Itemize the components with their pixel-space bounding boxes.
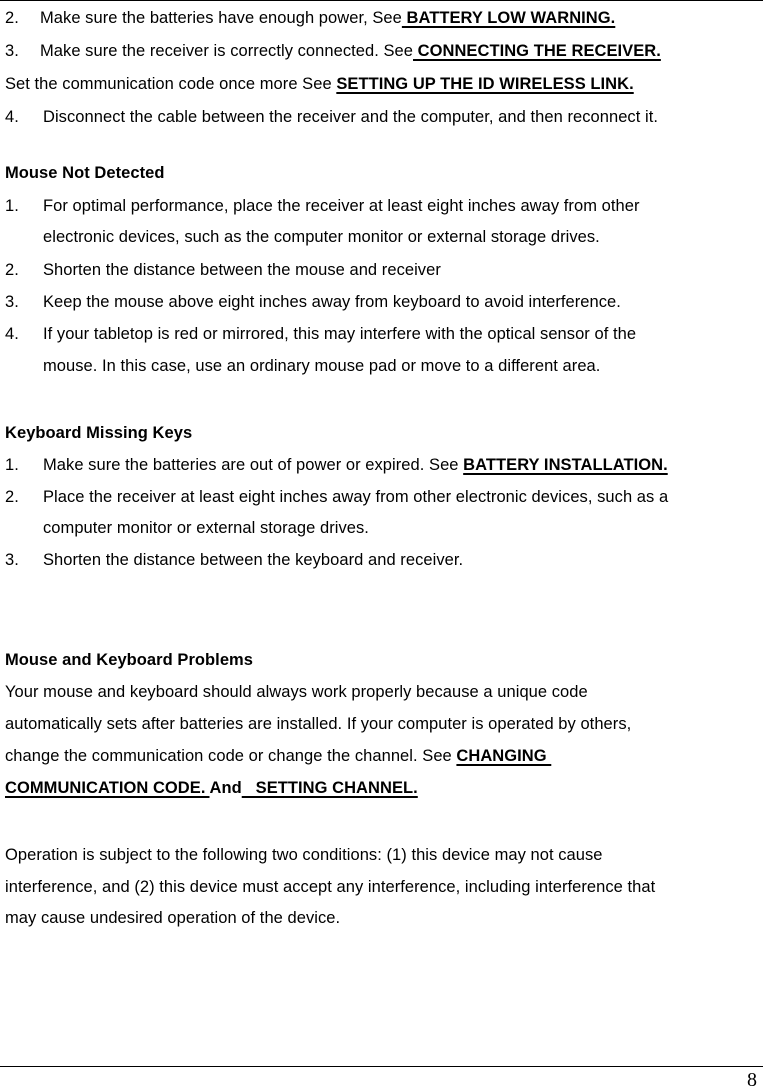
item-text: Keep the mouse above eight inches away from keyboard to avoid interference. xyxy=(43,293,621,311)
item-text: Make sure the batteries are out of power or expired. See xyxy=(43,456,464,474)
item-text: Make sure the batteries have enough power, See xyxy=(40,9,402,27)
list-item xyxy=(5,196,640,216)
item-text: Shorten the distance between the mouse and receiver xyxy=(43,261,441,279)
notice-line: may cause undesired operation of the device. xyxy=(5,909,341,927)
item-text-continued: electronic devices, such as the computer monitor or external storage drives. xyxy=(43,228,600,246)
item-text: For optimal performance, place the receiver at least eight inches away from other xyxy=(43,197,640,215)
heading-mouse-and-keyboard-problems: Mouse and Keyboard Problems xyxy=(5,651,253,669)
item-text-continued: computer monitor or external storage drives. xyxy=(43,519,369,537)
item-text: Shorten the distance between the keyboard and receiver. xyxy=(43,551,464,569)
item-text: Place the receiver at least eight inches away from other electronic devices, such as a xyxy=(43,488,669,506)
paragraph-text: change the communication code or change the channel. See xyxy=(5,747,457,765)
item-number: 2. xyxy=(5,261,19,279)
link-battery-low-warning[interactable]: BATTERY LOW WARNING. xyxy=(401,9,616,27)
list-item xyxy=(5,41,661,61)
list-item xyxy=(5,550,463,570)
paragraph-line xyxy=(5,746,551,766)
link-setting-up-id-wireless-link[interactable]: SETTING UP THE ID WIRELESS LINK. xyxy=(336,75,634,93)
item-number: 2. xyxy=(5,488,19,506)
notice-line: Operation is subject to the following two conditions: (1) this device may not cause xyxy=(5,846,603,864)
item-number: 3. xyxy=(5,551,19,569)
paragraph-line: automatically sets after batteries are installed. If your computer is operated by others, xyxy=(5,715,632,733)
item-text: If your tabletop is red or mirrored, this may interfere with the optical sensor of the xyxy=(43,325,637,343)
heading-keyboard-missing-keys: Keyboard Missing Keys xyxy=(5,424,193,442)
footer-rule xyxy=(0,1066,763,1067)
list-item xyxy=(5,107,658,127)
item-number: 3. xyxy=(5,42,19,60)
and-text: And xyxy=(209,779,242,797)
list-item xyxy=(5,487,668,507)
notice-line: interference, and (2) this device must accept any interference, including interference that xyxy=(5,878,656,896)
list-item xyxy=(5,324,636,344)
link-setting-channel[interactable]: SETTING CHANNEL. xyxy=(241,779,418,797)
list-item xyxy=(5,455,668,475)
item-text: Set the communication code once more See xyxy=(5,75,337,93)
list-item xyxy=(5,292,621,312)
link-connecting-the-receiver[interactable]: CONNECTING THE RECEIVER. xyxy=(413,42,661,60)
paragraph-line xyxy=(5,778,418,798)
top-rule xyxy=(0,0,763,1)
item-number: 1. xyxy=(5,456,19,474)
list-item xyxy=(5,8,615,28)
id-code-line xyxy=(5,74,634,94)
item-number: 3. xyxy=(5,293,19,311)
heading-mouse-not-detected: Mouse Not Detected xyxy=(5,164,165,182)
item-number: 2. xyxy=(5,9,19,27)
link-changing[interactable]: CHANGING xyxy=(456,747,552,765)
item-number: 4. xyxy=(5,325,19,343)
link-battery-installation[interactable]: BATTERY INSTALLATION. xyxy=(463,456,668,474)
link-communication-code[interactable]: COMMUNICATION CODE. xyxy=(5,779,210,797)
list-item xyxy=(5,260,441,280)
page-number: 8 xyxy=(747,1069,757,1091)
item-number: 1. xyxy=(5,197,19,215)
item-text-continued: mouse. In this case, use an ordinary mouse pad or move to a different area. xyxy=(43,357,601,375)
item-text: Make sure the receiver is correctly connected. See xyxy=(40,42,414,60)
item-text: Disconnect the cable between the receiver and the computer, and then reconnect it. xyxy=(43,108,658,126)
paragraph-line: Your mouse and keyboard should always work properly because a unique code xyxy=(5,683,588,701)
item-number: 4. xyxy=(5,108,19,126)
